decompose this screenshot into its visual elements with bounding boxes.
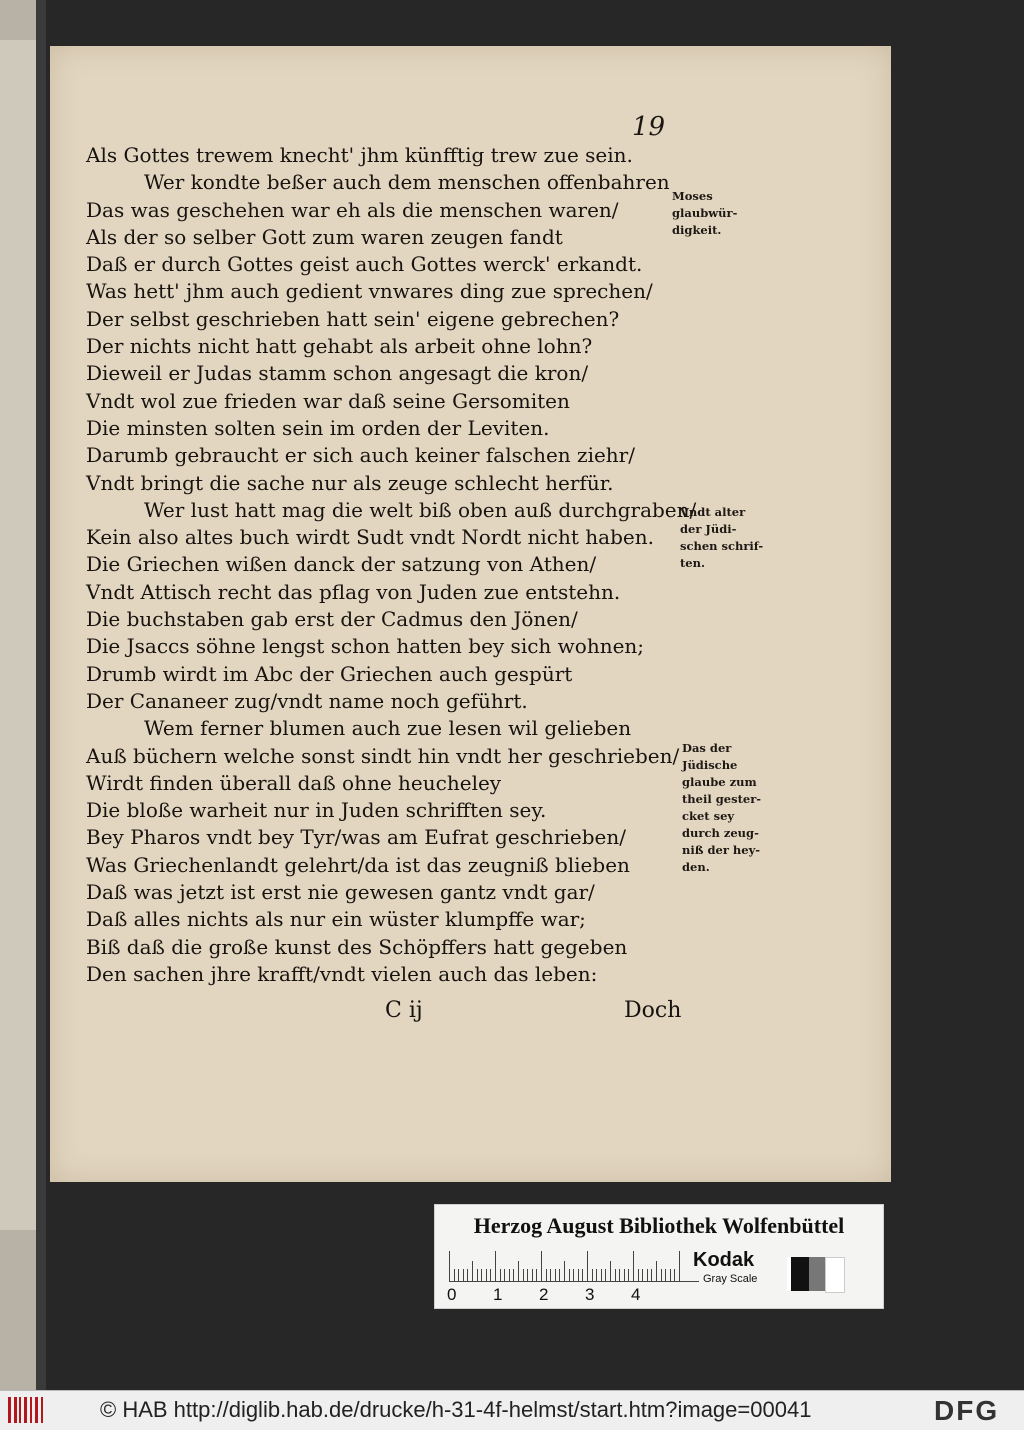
verse-line: Dieweil er Judas stamm schon angesagt die kron/	[86, 361, 589, 386]
ruler-number: 0	[447, 1285, 457, 1304]
ruler-tick	[601, 1269, 602, 1281]
ruler-tick	[578, 1269, 579, 1281]
ruler-number: 4	[631, 1285, 641, 1304]
verse-line: Auß büchern welche sonst sindt hin vndt her geschrieben/	[86, 743, 680, 768]
ruler-tick	[513, 1269, 514, 1281]
ruler-tick	[486, 1269, 487, 1281]
ruler-tick	[619, 1269, 620, 1281]
ruler-tick	[582, 1269, 583, 1281]
marginal-note-line: glaube zum	[682, 775, 757, 789]
marginal-note-line: Moses	[672, 189, 713, 203]
verse-line: Was Griechenlandt gelehrt/da ist das zeugniß blieben	[86, 852, 630, 877]
verse-line: Das was geschehen war eh als die menschen waren/	[86, 197, 619, 222]
binding-gutter	[36, 0, 46, 1390]
ruler-tick	[569, 1269, 570, 1281]
marginal-note-line: theil gester-	[682, 792, 762, 806]
verse-line: Die minsten solten sein im orden der Leviten.	[86, 415, 550, 440]
verse-line: Der selbst geschrieben hatt sein' eigene gebrechen?	[86, 306, 620, 331]
verse-line: Der nichts nicht hatt gehabt als arbeit ohne lohn?	[86, 334, 593, 359]
ruler-tick	[610, 1261, 611, 1281]
verse-line: Wirdt finden überall daß ohne heucheley	[86, 770, 502, 795]
ruler-tick	[647, 1269, 648, 1281]
ruler-tick	[463, 1269, 464, 1281]
ruler-tick	[665, 1269, 666, 1281]
verse-line: Vndt bringt die sache nur als zeuge schlecht herfür.	[86, 470, 614, 495]
signature-mark: C ij	[385, 998, 423, 1023]
ruler-tick	[592, 1269, 593, 1281]
ruler-tick	[605, 1269, 606, 1281]
verse-line: Der Cananeer zug/vndt name noch geführt.	[86, 688, 528, 713]
ruler-tick	[541, 1251, 542, 1281]
marginal-note-line: Vndt alter	[680, 505, 746, 519]
ruler-tick	[670, 1269, 671, 1281]
ruler-tick	[656, 1261, 657, 1281]
marginal-note-line: schen schrif-	[680, 539, 764, 553]
marginal-note-line: digkeit.	[672, 223, 722, 237]
verse-line: Bey Pharos vndt bey Tyr/was am Eufrat geschrieben/	[86, 825, 626, 850]
ruler-tick	[638, 1269, 639, 1281]
ruler-tick	[481, 1269, 482, 1281]
ruler-number: 3	[585, 1285, 595, 1304]
marginal-note-jewish-scriptures	[680, 504, 763, 572]
swatch-black	[791, 1257, 809, 1291]
verse-line: Vndt Attisch recht das pflag von Juden zue entstehn.	[86, 579, 621, 604]
source-link[interactable]: © HAB http://diglib.hab.de/drucke/h-31-4f-helmst/start.htm?image=00041	[100, 1397, 812, 1422]
verse-line: Daß er durch Gottes geist auch Gottes werck' erkandt.	[86, 252, 643, 277]
verse-line: Biß daß die große kunst des Schöpffers hatt gegeben	[86, 934, 628, 959]
ruler-tick	[454, 1269, 455, 1281]
verse-line: Daß alles nichts als nur ein wüster klumpffe war;	[86, 907, 586, 932]
ruler-tick	[449, 1251, 450, 1281]
ruler-tick	[546, 1269, 547, 1281]
swatch-gray	[809, 1257, 825, 1291]
marginal-note-line: Jüdische	[682, 758, 738, 772]
ruler-tick	[679, 1251, 680, 1281]
verse-line: Vndt wol zue frieden war daß seine Gersomiten	[86, 388, 570, 413]
ruler-tick	[661, 1269, 662, 1281]
ruler-number: 2	[539, 1285, 549, 1304]
marginal-note-moses	[672, 188, 737, 239]
marginal-note-jewish-faith	[682, 740, 761, 876]
gray-swatches	[787, 1257, 845, 1291]
ruler-tick	[532, 1269, 533, 1281]
verse-line: Kein also altes buch wirdt Sudt vndt Nordt nicht haben.	[86, 525, 654, 550]
verse-line: Drumb wirdt im Abc der Griechen auch gespürt	[86, 661, 573, 686]
marginal-note-line: durch zeug-	[682, 826, 759, 840]
measurement-ruler	[449, 1249, 699, 1282]
marginal-note-line: ten.	[680, 556, 705, 570]
ruler-tick	[536, 1269, 537, 1281]
ruler-tick	[555, 1269, 556, 1281]
ruler-number: 1	[493, 1285, 503, 1304]
verse-line: Den sachen jhre krafft/vndt vielen auch das leben:	[86, 961, 598, 986]
verse-line: Wer kondte beßer auch dem menschen offenbahren	[144, 170, 670, 195]
ruler-tick	[633, 1251, 634, 1281]
page-number: 19	[632, 112, 666, 142]
verse-line: Die buchstaben gab erst der Cadmus den Jönen/	[86, 607, 578, 632]
marginal-note-line: Das der	[682, 741, 732, 755]
ruler-tick	[587, 1251, 588, 1281]
gray-scale-label: Gray Scale	[703, 1273, 758, 1285]
hab-barcode-icon	[8, 1397, 44, 1423]
ruler-tick	[596, 1269, 597, 1281]
ruler-tick	[495, 1251, 496, 1281]
verse-line: Die bloße warheit nur in Juden schrifften sey.	[86, 798, 547, 823]
ruler-tick	[615, 1269, 616, 1281]
ruler-tick	[651, 1269, 652, 1281]
verse-line: Die Griechen wißen danck der satzung von Athen/	[86, 552, 597, 577]
ruler-tick	[518, 1261, 519, 1281]
marginal-note-line: den.	[682, 860, 710, 874]
ruler-tick	[490, 1269, 491, 1281]
marginal-note-line: glaubwür-	[672, 206, 738, 220]
ruler-tick	[573, 1269, 574, 1281]
ruler-tick	[550, 1269, 551, 1281]
ruler-tick	[500, 1269, 501, 1281]
verse-line: Wem ferner blumen auch zue lesen wil gelieben	[144, 716, 632, 741]
ruler-tick	[674, 1269, 675, 1281]
ruler-tick	[458, 1269, 459, 1281]
kodak-logo: Kodak	[693, 1249, 755, 1271]
color-calibration-card	[434, 1204, 884, 1309]
library-name: Herzog August Bibliothek Wolfenbüttel	[473, 1213, 845, 1238]
ruler-tick	[504, 1269, 505, 1281]
ruler-tick	[509, 1269, 510, 1281]
footer-bar	[0, 1390, 1024, 1430]
ruler-tick	[472, 1261, 473, 1281]
ruler-tick	[628, 1269, 629, 1281]
ruler-tick	[624, 1269, 625, 1281]
verse-line: Wer lust hatt mag die welt biß oben auß durchgraben/	[144, 497, 697, 522]
marginal-note-line: cket sey	[682, 809, 735, 823]
verse-line: Als Gottes trewem knecht' jhm künfftig trew zue sein.	[86, 143, 633, 167]
marginal-note-line: der Jüdi-	[680, 522, 737, 536]
verse-line: Was hett' jhm auch gedient vnwares ding zue sprechen/	[86, 279, 653, 304]
ruler-tick	[467, 1269, 468, 1281]
verse-line: Darumb gebraucht er sich auch keiner falschen ziehr/	[86, 443, 635, 468]
catchword: Doch	[624, 998, 682, 1023]
verse-line: Als der so selber Gott zum waren zeugen fandt	[86, 224, 563, 249]
ruler-tick	[477, 1269, 478, 1281]
ruler-tick	[642, 1269, 643, 1281]
marginal-note-line: niß der hey-	[682, 843, 761, 857]
ruler-tick	[527, 1269, 528, 1281]
verse-line: Daß was jetzt ist erst nie gewesen gantz vndt gar/	[86, 880, 595, 905]
ruler-tick	[564, 1261, 565, 1281]
verse-line: Die Jsaccs söhne lengst schon hatten bey sich wohnen;	[86, 634, 645, 659]
ruler-tick	[523, 1269, 524, 1281]
ruler-tick	[559, 1269, 560, 1281]
swatch-light	[825, 1257, 845, 1293]
dfg-logo: DFG	[934, 1395, 1000, 1426]
